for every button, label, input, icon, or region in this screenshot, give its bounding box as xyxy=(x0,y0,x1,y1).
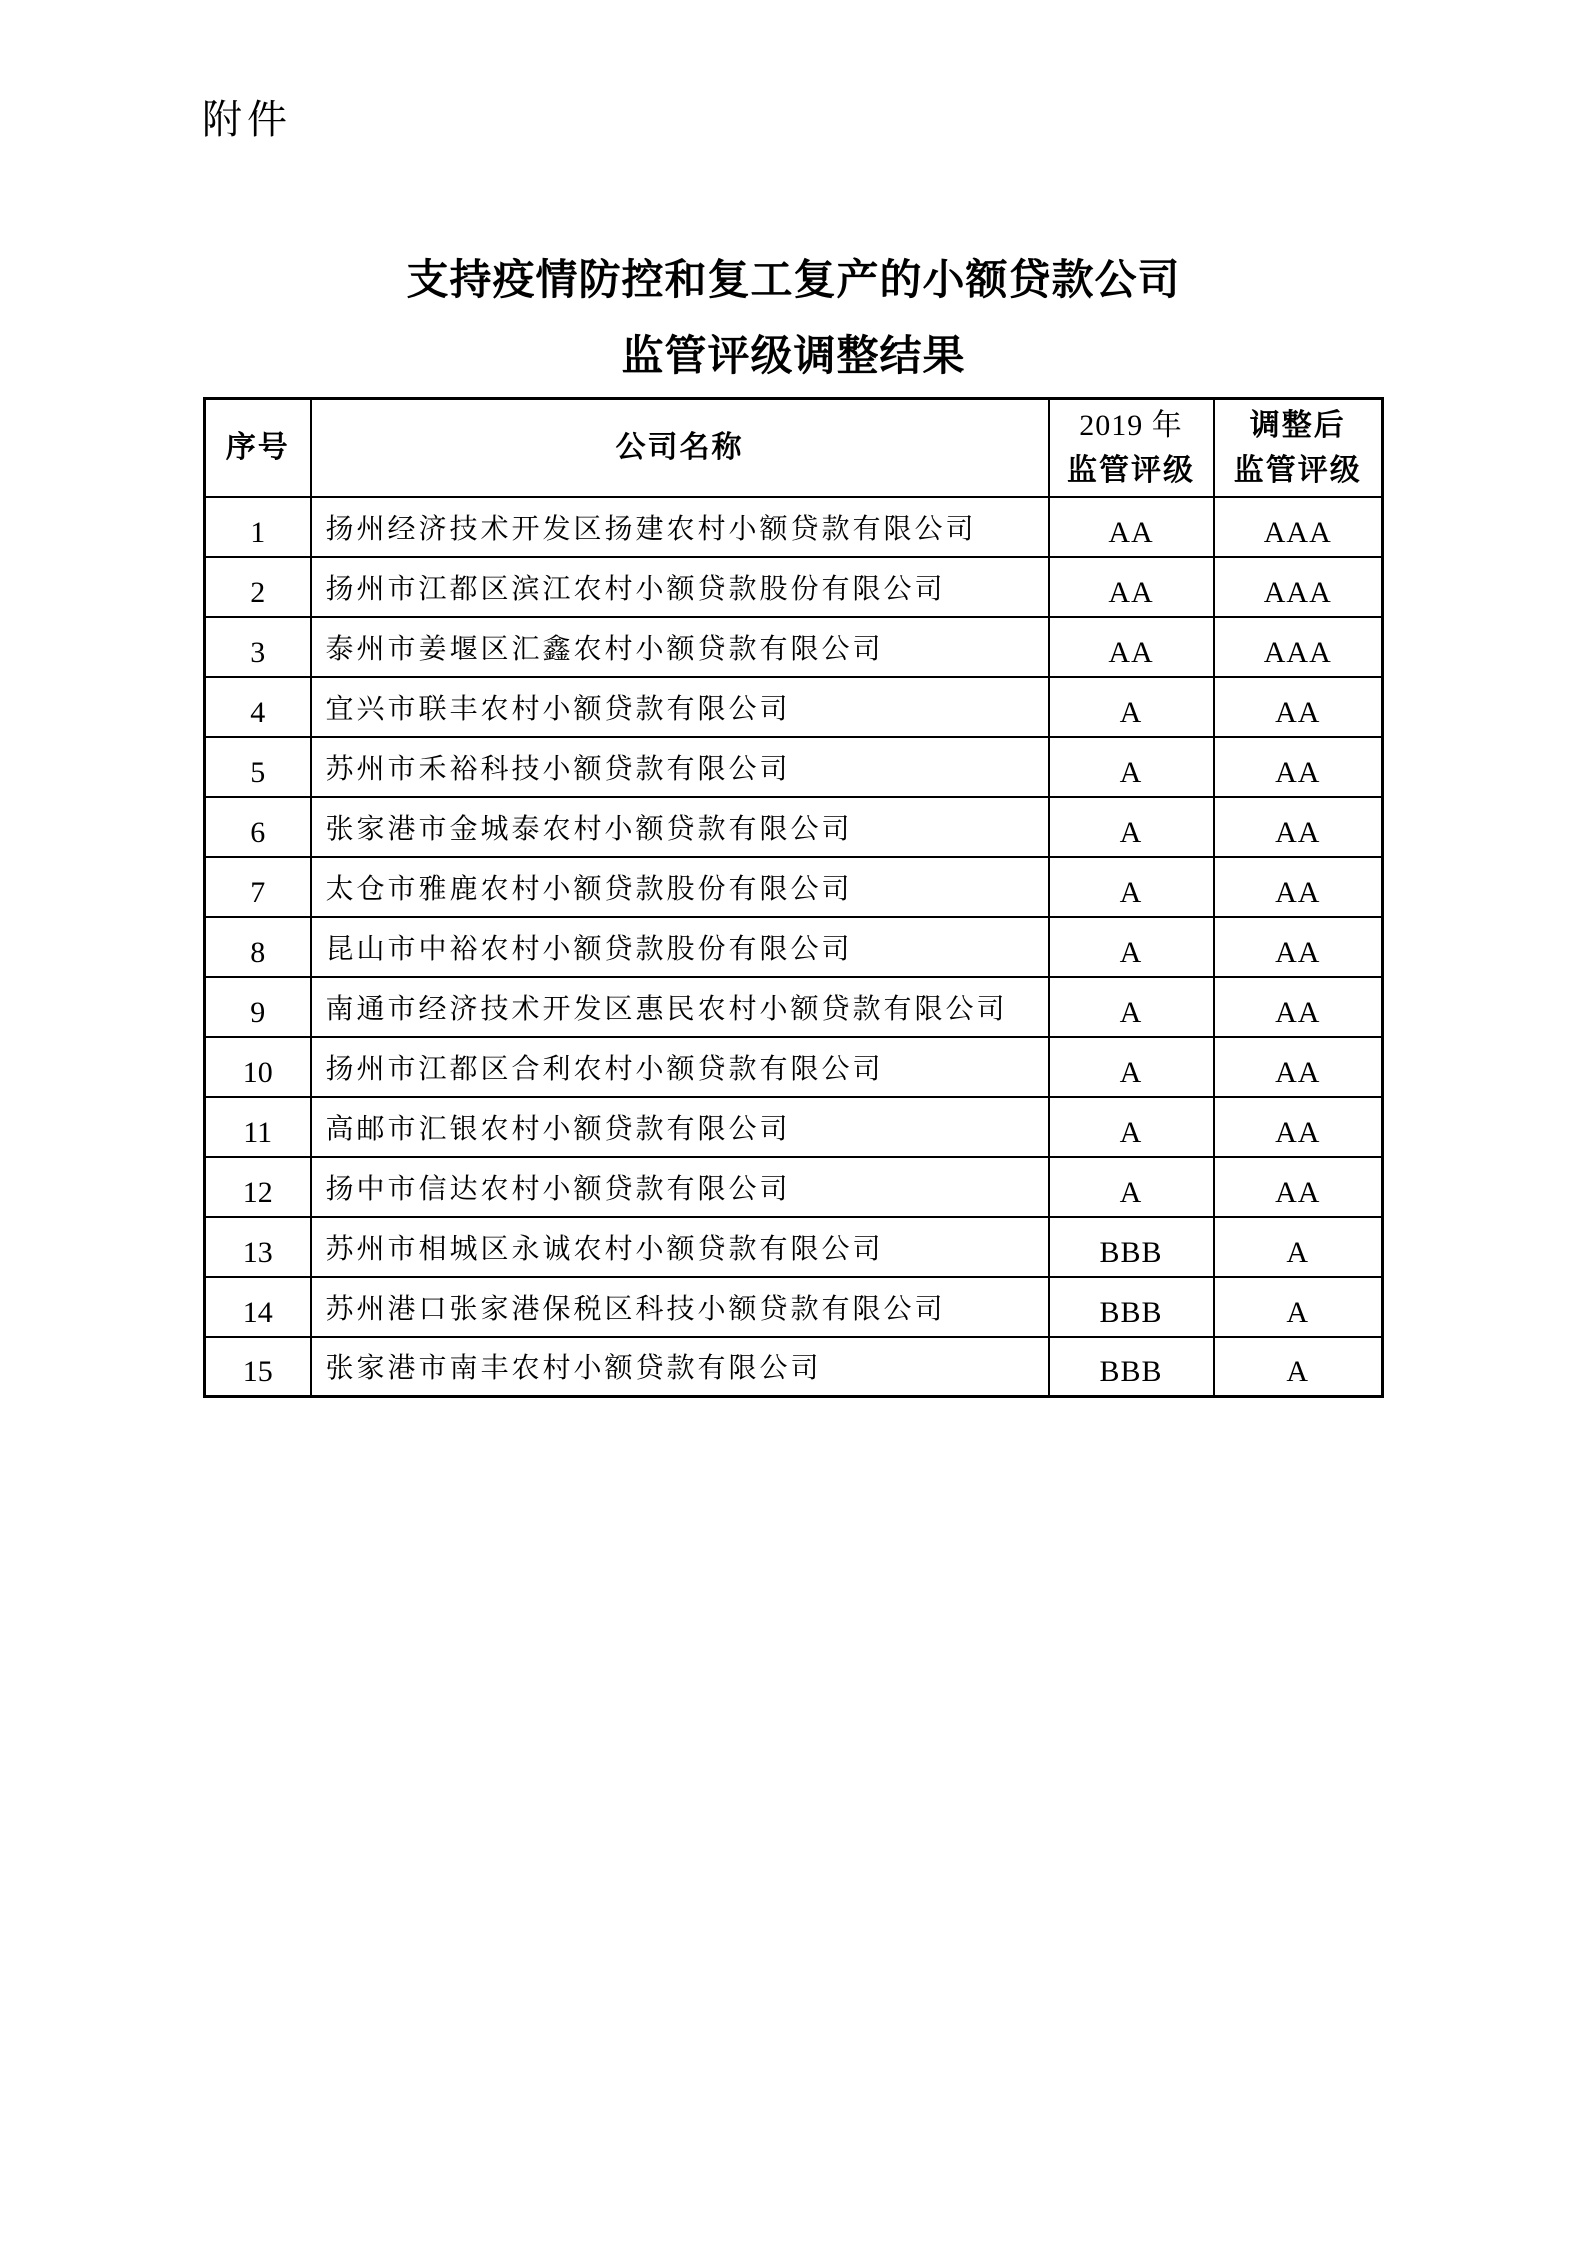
cell-company-name: 扬州市江都区滨江农村小额贷款股份有限公司 xyxy=(311,557,1049,617)
cell-seq: 5 xyxy=(205,737,311,797)
header-row xyxy=(205,399,1383,497)
cell-seq: 1 xyxy=(205,497,311,557)
header-rating-2019-line1: 2019 年 xyxy=(1079,408,1183,442)
page-title-line1: 支持疫情防控和复工复产的小额贷款公司 xyxy=(406,258,1181,304)
cell-company-name: 昆山市中裕农村小额贷款股份有限公司 xyxy=(311,917,1049,977)
table-row xyxy=(205,1097,1383,1157)
cell-rating-2019: A xyxy=(1049,857,1214,917)
cell-rating-adjusted: AA xyxy=(1214,857,1383,917)
table-row xyxy=(205,977,1383,1037)
cell-rating-adjusted: AA xyxy=(1214,737,1383,797)
header-rating-adjusted xyxy=(1214,399,1383,497)
cell-company-name: 张家港市金城泰农村小额贷款有限公司 xyxy=(311,797,1049,857)
header-rating-2019 xyxy=(1049,399,1214,497)
table-row xyxy=(205,1277,1383,1337)
cell-rating-adjusted: AA xyxy=(1214,797,1383,857)
header-rating-adjusted-line1: 调整后 xyxy=(1249,408,1346,442)
ratings-table xyxy=(203,397,1384,1398)
cell-rating-2019: A xyxy=(1049,797,1214,857)
cell-rating-2019: AA xyxy=(1049,497,1214,557)
table-row xyxy=(205,497,1383,557)
cell-seq: 7 xyxy=(205,857,311,917)
cell-company-name: 苏州市相城区永诚农村小额贷款有限公司 xyxy=(311,1217,1049,1277)
cell-rating-adjusted: A xyxy=(1214,1277,1383,1337)
cell-rating-2019: BBB xyxy=(1049,1337,1214,1397)
cell-rating-2019: AA xyxy=(1049,557,1214,617)
cell-rating-adjusted: AAA xyxy=(1214,497,1383,557)
cell-seq: 9 xyxy=(205,977,311,1037)
cell-rating-adjusted: AAA xyxy=(1214,557,1383,617)
cell-seq: 11 xyxy=(205,1097,311,1157)
cell-rating-2019: A xyxy=(1049,1157,1214,1217)
cell-seq: 6 xyxy=(205,797,311,857)
cell-seq: 13 xyxy=(205,1217,311,1277)
cell-rating-adjusted: AA xyxy=(1214,1157,1383,1217)
table-row xyxy=(205,1037,1383,1097)
header-rating-2019-line2: 监管评级 xyxy=(1067,453,1195,487)
table-row xyxy=(205,617,1383,677)
page-title-line2: 监管评级调整结果 xyxy=(621,334,966,380)
table-row xyxy=(205,1217,1383,1277)
cell-rating-2019: A xyxy=(1049,977,1214,1037)
cell-rating-adjusted: AAA xyxy=(1214,617,1383,677)
cell-company-name: 高邮市汇银农村小额贷款有限公司 xyxy=(311,1097,1049,1157)
cell-seq: 10 xyxy=(205,1037,311,1097)
cell-rating-2019: A xyxy=(1049,1037,1214,1097)
attachment-label: 附件 xyxy=(202,98,292,142)
cell-seq: 12 xyxy=(205,1157,311,1217)
cell-rating-adjusted: AA xyxy=(1214,1037,1383,1097)
table-row xyxy=(205,557,1383,617)
cell-company-name: 泰州市姜堰区汇鑫农村小额贷款有限公司 xyxy=(311,617,1049,677)
cell-company-name: 苏州市禾裕科技小额贷款有限公司 xyxy=(311,737,1049,797)
cell-seq: 2 xyxy=(205,557,311,617)
cell-rating-adjusted: AA xyxy=(1214,1097,1383,1157)
header-seq: 序号 xyxy=(205,399,311,497)
cell-company-name: 太仓市雅鹿农村小额贷款股份有限公司 xyxy=(311,857,1049,917)
cell-seq: 4 xyxy=(205,677,311,737)
cell-company-name: 扬州市江都区合利农村小额贷款有限公司 xyxy=(311,1037,1049,1097)
table-row xyxy=(205,1157,1383,1217)
table-row xyxy=(205,797,1383,857)
cell-seq: 14 xyxy=(205,1277,311,1337)
cell-rating-adjusted: AA xyxy=(1214,677,1383,737)
table-body xyxy=(205,497,1383,1397)
table-header xyxy=(205,399,1383,497)
table-row xyxy=(205,737,1383,797)
cell-rating-2019: BBB xyxy=(1049,1217,1214,1277)
cell-rating-2019: A xyxy=(1049,1097,1214,1157)
cell-seq: 15 xyxy=(205,1337,311,1397)
cell-rating-2019: A xyxy=(1049,737,1214,797)
cell-seq: 8 xyxy=(205,917,311,977)
header-company-name: 公司名称 xyxy=(311,399,1049,497)
cell-company-name: 扬中市信达农村小额贷款有限公司 xyxy=(311,1157,1049,1217)
cell-rating-adjusted: AA xyxy=(1214,977,1383,1037)
cell-company-name: 扬州经济技术开发区扬建农村小额贷款有限公司 xyxy=(311,497,1049,557)
table-row xyxy=(205,857,1383,917)
cell-company-name: 张家港市南丰农村小额贷款有限公司 xyxy=(311,1337,1049,1397)
cell-rating-adjusted: A xyxy=(1214,1217,1383,1277)
cell-rating-2019: AA xyxy=(1049,617,1214,677)
cell-rating-2019: BBB xyxy=(1049,1277,1214,1337)
cell-company-name: 南通市经济技术开发区惠民农村小额贷款有限公司 xyxy=(311,977,1049,1037)
cell-rating-2019: A xyxy=(1049,677,1214,737)
cell-rating-2019: A xyxy=(1049,917,1214,977)
header-rating-adjusted-line2: 监管评级 xyxy=(1233,453,1362,487)
table-row xyxy=(205,1337,1383,1397)
cell-rating-adjusted: A xyxy=(1214,1337,1383,1397)
cell-rating-adjusted: AA xyxy=(1214,917,1383,977)
cell-company-name: 宜兴市联丰农村小额贷款有限公司 xyxy=(311,677,1049,737)
table-row xyxy=(205,677,1383,737)
cell-company-name: 苏州港口张家港保税区科技小额贷款有限公司 xyxy=(311,1277,1049,1337)
cell-seq: 3 xyxy=(205,617,311,677)
table-row xyxy=(205,917,1383,977)
